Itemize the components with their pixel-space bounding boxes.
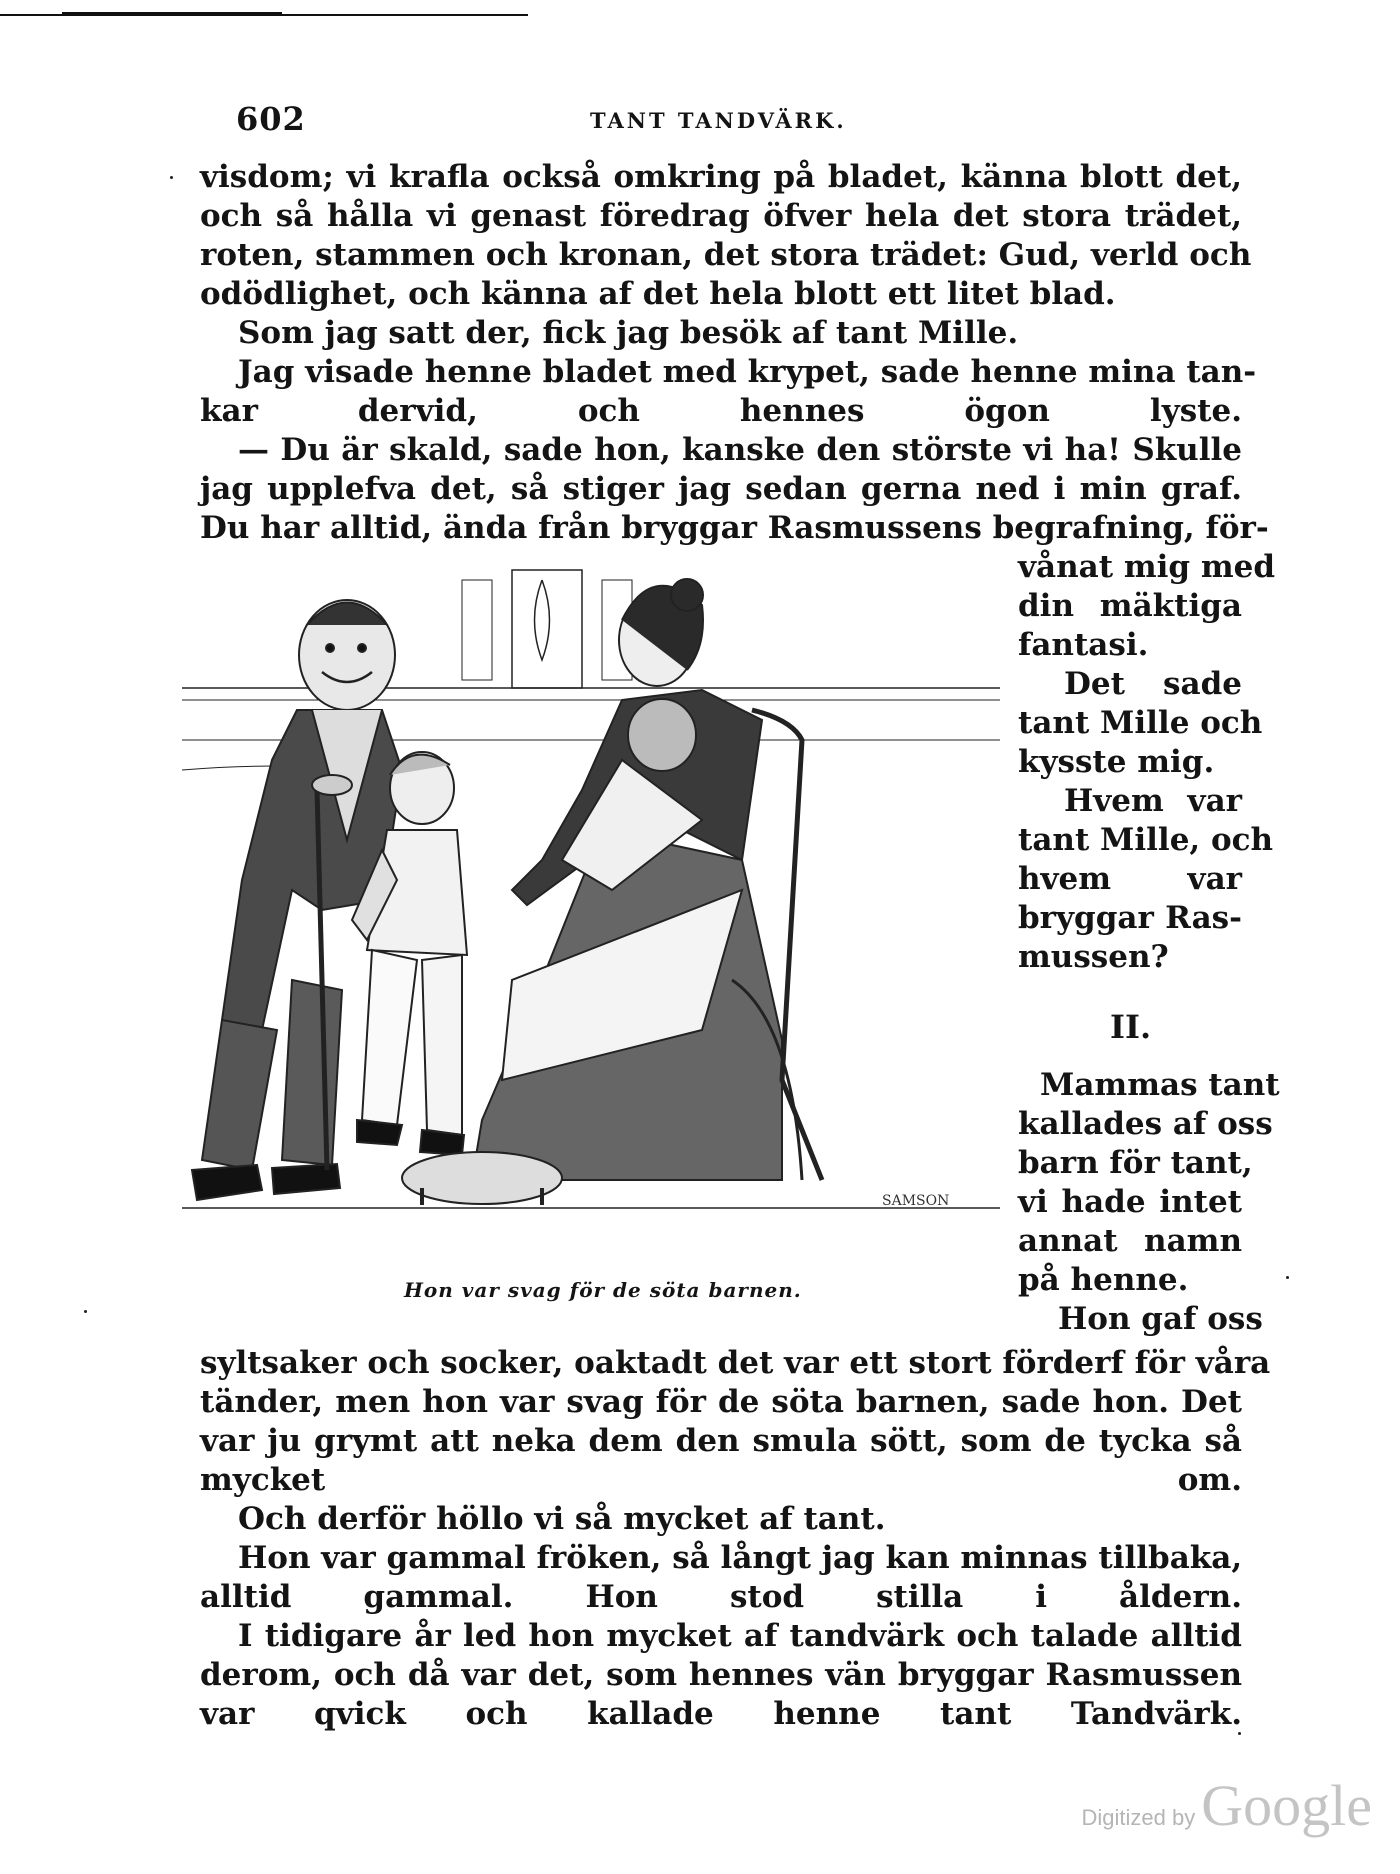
chapter-heading: II. xyxy=(1110,1008,1152,1046)
text-line: på henne. xyxy=(1018,1262,1189,1298)
text-line: tant Mille och xyxy=(1018,705,1263,741)
text-line: Hon gaf oss xyxy=(1058,1301,1263,1337)
paragraph-tandvark xyxy=(200,1617,1242,1734)
text-line: Du har alltid, ända från bryggar Rasmussens begrafning, för- xyxy=(200,510,1269,546)
watermark-prefix: Digitized by xyxy=(1081,1805,1196,1830)
engraving-illustration xyxy=(182,560,1000,1240)
illustration-caption: Hon var svag för de söta barnen. xyxy=(404,1278,802,1302)
text-line: hvem var xyxy=(1018,861,1242,897)
scan-speck xyxy=(1238,1732,1241,1735)
text-line: Mammas tant xyxy=(1040,1067,1280,1103)
digitized-by-google-watermark xyxy=(1082,1772,1372,1839)
text-line: annat namn xyxy=(1018,1223,1242,1259)
text-line: jag upplefva det, så stiger jag sedan gerna ned i min graf. xyxy=(200,471,1242,507)
scan-speck xyxy=(170,176,173,179)
text-line: Hvem var xyxy=(1064,783,1242,819)
text-line: mussen? xyxy=(1018,939,1169,975)
text-line: I tidigare år led hon mycket af tandvärk och talade alltid xyxy=(238,1618,1242,1654)
text-line: bryggar Ras- xyxy=(1018,900,1242,936)
text-line: syltsaker och socker, oaktadt det var ett stort förderf för våra xyxy=(200,1345,1271,1381)
scan-speck xyxy=(1286,1276,1289,1279)
text-line: tant Mille, och xyxy=(1018,822,1274,858)
text-line: kysste mig. xyxy=(1018,744,1215,780)
paragraph-visdom xyxy=(200,158,1252,275)
side-column xyxy=(1018,548,1276,977)
text-line: Jag visade henne bladet med krypet, sade henne mina tan- xyxy=(238,354,1257,390)
text-line: kallades af oss xyxy=(1018,1106,1273,1142)
text-line: Det sade xyxy=(1064,666,1242,702)
text-line: Som jag satt der, fick jag besök af tant Mille. xyxy=(238,315,1019,351)
text-line: tänder, men hon var svag för de söta barnen, sade hon. Det xyxy=(200,1384,1242,1420)
text-line: och så hålla vi genast föredrag öfver hela det stora trädet, xyxy=(200,198,1242,234)
engraver-signature: SAMSON xyxy=(882,1193,950,1209)
text-line: derom, och då var det, som hennes vän bryggar Rasmussen xyxy=(200,1657,1242,1693)
text-line: vi hade intet xyxy=(1018,1184,1242,1220)
text-line: fantasi. xyxy=(1018,627,1149,663)
text-line: var ju grymt att neka dem den smula sött, som de tycka så xyxy=(200,1423,1242,1459)
side-column-2 xyxy=(1018,1066,1280,1339)
paragraph-derfor xyxy=(200,1500,1242,1539)
text-line: kar dervid, och hennes ögon lyste. xyxy=(200,393,1242,429)
scan-speck xyxy=(84,1310,87,1313)
text-line: vånat mig med xyxy=(1018,549,1276,585)
text-line: odödlighet, och känna af det hela blott ett litet blad. xyxy=(200,276,1116,312)
page-number: 602 xyxy=(236,100,306,138)
paragraph-gammal xyxy=(200,1539,1242,1617)
top-rule-accent xyxy=(62,12,282,16)
paragraph-syltsaker xyxy=(200,1344,1271,1500)
google-logo: Google xyxy=(1201,1773,1372,1838)
text-line: visdom; vi krafla också omkring på bladet, känna blott det, xyxy=(200,159,1242,195)
text-line: din mäktiga xyxy=(1018,588,1242,624)
text-line: mycket om. xyxy=(200,1462,1242,1498)
text-line: Och derför höllo vi så mycket af tant. xyxy=(238,1501,886,1537)
text-line: alltid gammal. Hon stod stilla i åldern. xyxy=(200,1579,1242,1615)
paragraph-bladet xyxy=(200,353,1257,431)
text-line: var qvick och kallade henne tant Tandvärk. xyxy=(200,1696,1242,1732)
text-line: barn för tant, xyxy=(1018,1145,1253,1181)
text-line: — Du är skald, sade hon, kanske den störste vi ha! Skulle xyxy=(238,432,1242,468)
text-line: Hon var gammal fröken, så långt jag kan minnas tillbaka, xyxy=(238,1540,1243,1576)
paragraph-visdom-end xyxy=(200,275,1242,314)
text-line: roten, stammen och kronan, det stora trädet: Gud, verld och xyxy=(200,237,1252,273)
running-title: TANT TANDVÄRK. xyxy=(590,108,847,133)
paragraph-skald xyxy=(200,431,1269,548)
paragraph-besok xyxy=(200,314,1242,353)
